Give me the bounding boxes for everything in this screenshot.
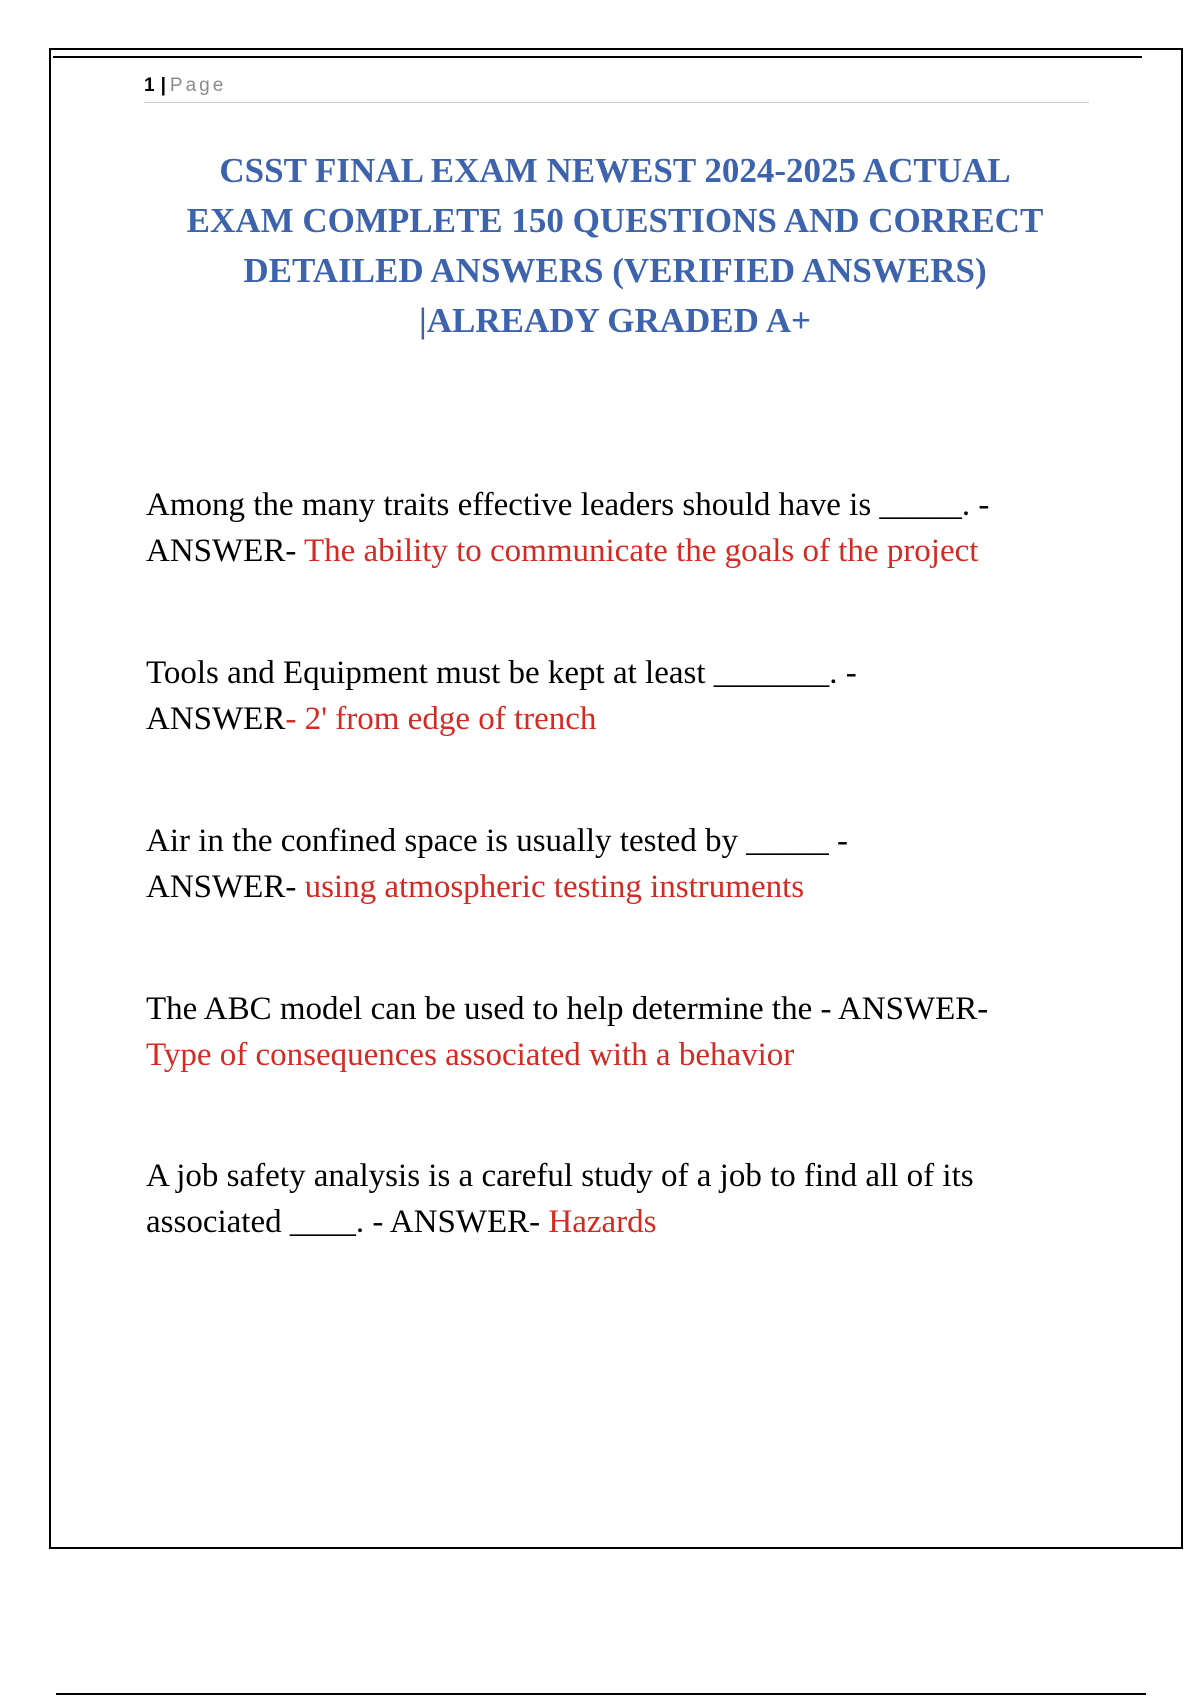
- title-line: |ALREADY GRADED A+: [419, 301, 811, 340]
- question-block-3: [146, 818, 1106, 910]
- title-line: DETAILED ANSWERS (VERIFIED ANSWERS): [243, 251, 987, 290]
- answer-prefix: ANSWER-: [146, 869, 305, 905]
- question-text: Among the many traits effective leaders should have is _____. -: [146, 487, 990, 523]
- answer-prefix: ANSWER-: [146, 533, 304, 569]
- page-label: Page: [169, 75, 227, 96]
- top-rule: [53, 56, 1142, 58]
- answer-text: Type of consequences associated with a behavior: [146, 1037, 795, 1073]
- question-text: Tools and Equipment must be kept at least _______. -: [146, 655, 857, 691]
- answer-prefix: associated ____. - ANSWER-: [146, 1204, 549, 1240]
- question-text: The ABC model can be used to help determine the - ANSWER-: [146, 991, 989, 1027]
- title-line: EXAM COMPLETE 150 QUESTIONS AND CORRECT: [186, 201, 1044, 240]
- question-block-4: [146, 986, 1106, 1078]
- bottom-rule: [56, 1693, 1146, 1695]
- page-number: 1: [144, 75, 155, 96]
- question-text: Air in the confined space is usually tested by _____ -: [146, 823, 849, 859]
- header-separator: |: [160, 75, 166, 96]
- document-title: [130, 146, 1100, 346]
- question-block-5: [146, 1153, 1106, 1245]
- answer-text: Hazards: [548, 1204, 657, 1240]
- question-block-2: [146, 650, 1106, 742]
- title-line: CSST FINAL EXAM NEWEST 2024-2025 ACTUAL: [219, 151, 1011, 190]
- question-text: A job safety analysis is a careful study of a job to find all of its: [146, 1158, 974, 1194]
- answer-text: The ability to communicate the goals of the project: [303, 533, 979, 569]
- page-header: [144, 72, 1089, 103]
- question-block-1: [146, 482, 1106, 574]
- answer-prefix: ANSWER: [146, 701, 286, 737]
- answer-text: - 2' from edge of trench: [285, 701, 597, 737]
- answer-text: using atmospheric testing instruments: [304, 869, 805, 905]
